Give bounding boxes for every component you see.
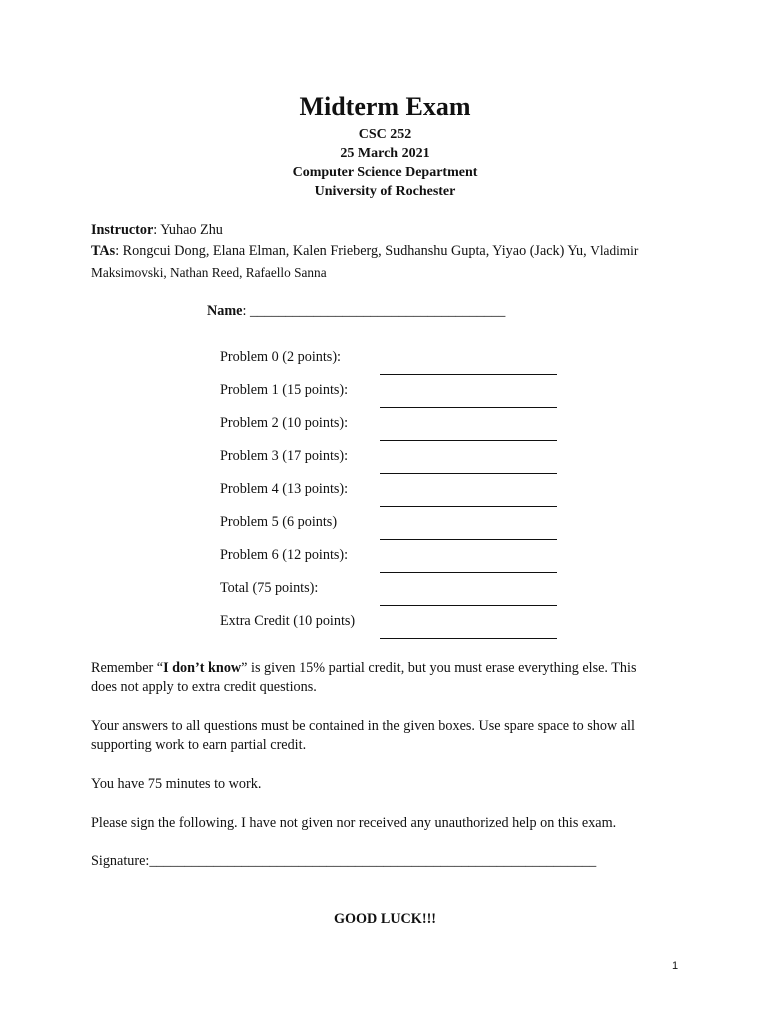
instructor-value: : Yuhao Zhu xyxy=(153,222,223,238)
tas-label: TAs xyxy=(91,243,116,259)
problem-5-label: Problem 5 (6 points) xyxy=(220,514,338,530)
tas-value: : Rongcui Dong, Elana Elman, Kalen Frieberg, Sudhanshu Gupta, Yiyao (Jack) Yu, xyxy=(115,243,587,259)
page-title: Midterm Exam xyxy=(299,92,471,121)
problem-3-score-line[interactable] xyxy=(380,473,557,474)
i-dont-know-phrase: I don’t know xyxy=(163,660,242,676)
page-number: 1 xyxy=(672,960,679,972)
problem-2-score-line[interactable] xyxy=(380,440,557,441)
instructor-line xyxy=(91,221,691,240)
instruction-time: You have 75 minutes to work. xyxy=(91,776,262,792)
problem-1-label: Problem 1 (15 points): xyxy=(220,382,349,398)
problem-6-label: Problem 6 (12 points): xyxy=(220,547,349,563)
tas-value-tail: Vladimir xyxy=(590,243,639,258)
course-code: CSC 252 xyxy=(358,127,412,142)
university: University of Rochester xyxy=(314,184,456,199)
good-luck-text: GOOD LUCK!!! xyxy=(333,911,437,927)
total-score-line[interactable] xyxy=(380,605,557,606)
instruction-boxes: Your answers to all questions must be contained in the given boxes. Use spare space to show all xyxy=(91,718,635,734)
signature-field[interactable]: Signature:_______________________________________________________________ xyxy=(91,853,597,869)
problem-0-label: Problem 0 (2 points): xyxy=(220,349,341,365)
name-blank: : ____________________________________ xyxy=(242,303,506,319)
problem-4-score-line[interactable] xyxy=(380,506,557,507)
problem-0-score-line[interactable] xyxy=(380,374,557,375)
tas-line-2: Maksimovski, Nathan Reed, Rafaello Sanna xyxy=(91,265,327,280)
problem-4-label: Problem 4 (13 points): xyxy=(220,481,349,497)
problem-6-score-line[interactable] xyxy=(380,572,557,573)
instruction-partial-credit xyxy=(91,659,691,678)
total-label: Total (75 points): xyxy=(220,580,319,596)
instructor-label: Instructor xyxy=(91,222,154,238)
problem-1-score-line[interactable] xyxy=(380,407,557,408)
instruction-boxes-line-2: supporting work to earn partial credit. xyxy=(91,737,307,753)
honor-statement: Please sign the following. I have not given nor received any unauthorized help on this exam. xyxy=(91,815,617,831)
name-field[interactable] xyxy=(207,302,587,321)
department: Computer Science Department xyxy=(292,165,478,180)
exam-date: 25 March 2021 xyxy=(340,146,430,161)
instruction-partial-credit-post: ” is given 15% partial credit, but you must erase everything else. This xyxy=(241,660,637,676)
tas-line xyxy=(91,241,691,261)
instruction-partial-credit-line-2: does not apply to extra credit questions. xyxy=(91,679,317,695)
instruction-partial-credit-pre: Remember “ xyxy=(91,660,164,676)
extra-credit-label: Extra Credit (10 points) xyxy=(220,613,356,629)
problem-3-label: Problem 3 (17 points): xyxy=(220,448,349,464)
problem-2-label: Problem 2 (10 points): xyxy=(220,415,349,431)
problem-5-score-line[interactable] xyxy=(380,539,557,540)
extra-credit-score-line[interactable] xyxy=(380,638,557,639)
name-label: Name xyxy=(207,303,243,319)
